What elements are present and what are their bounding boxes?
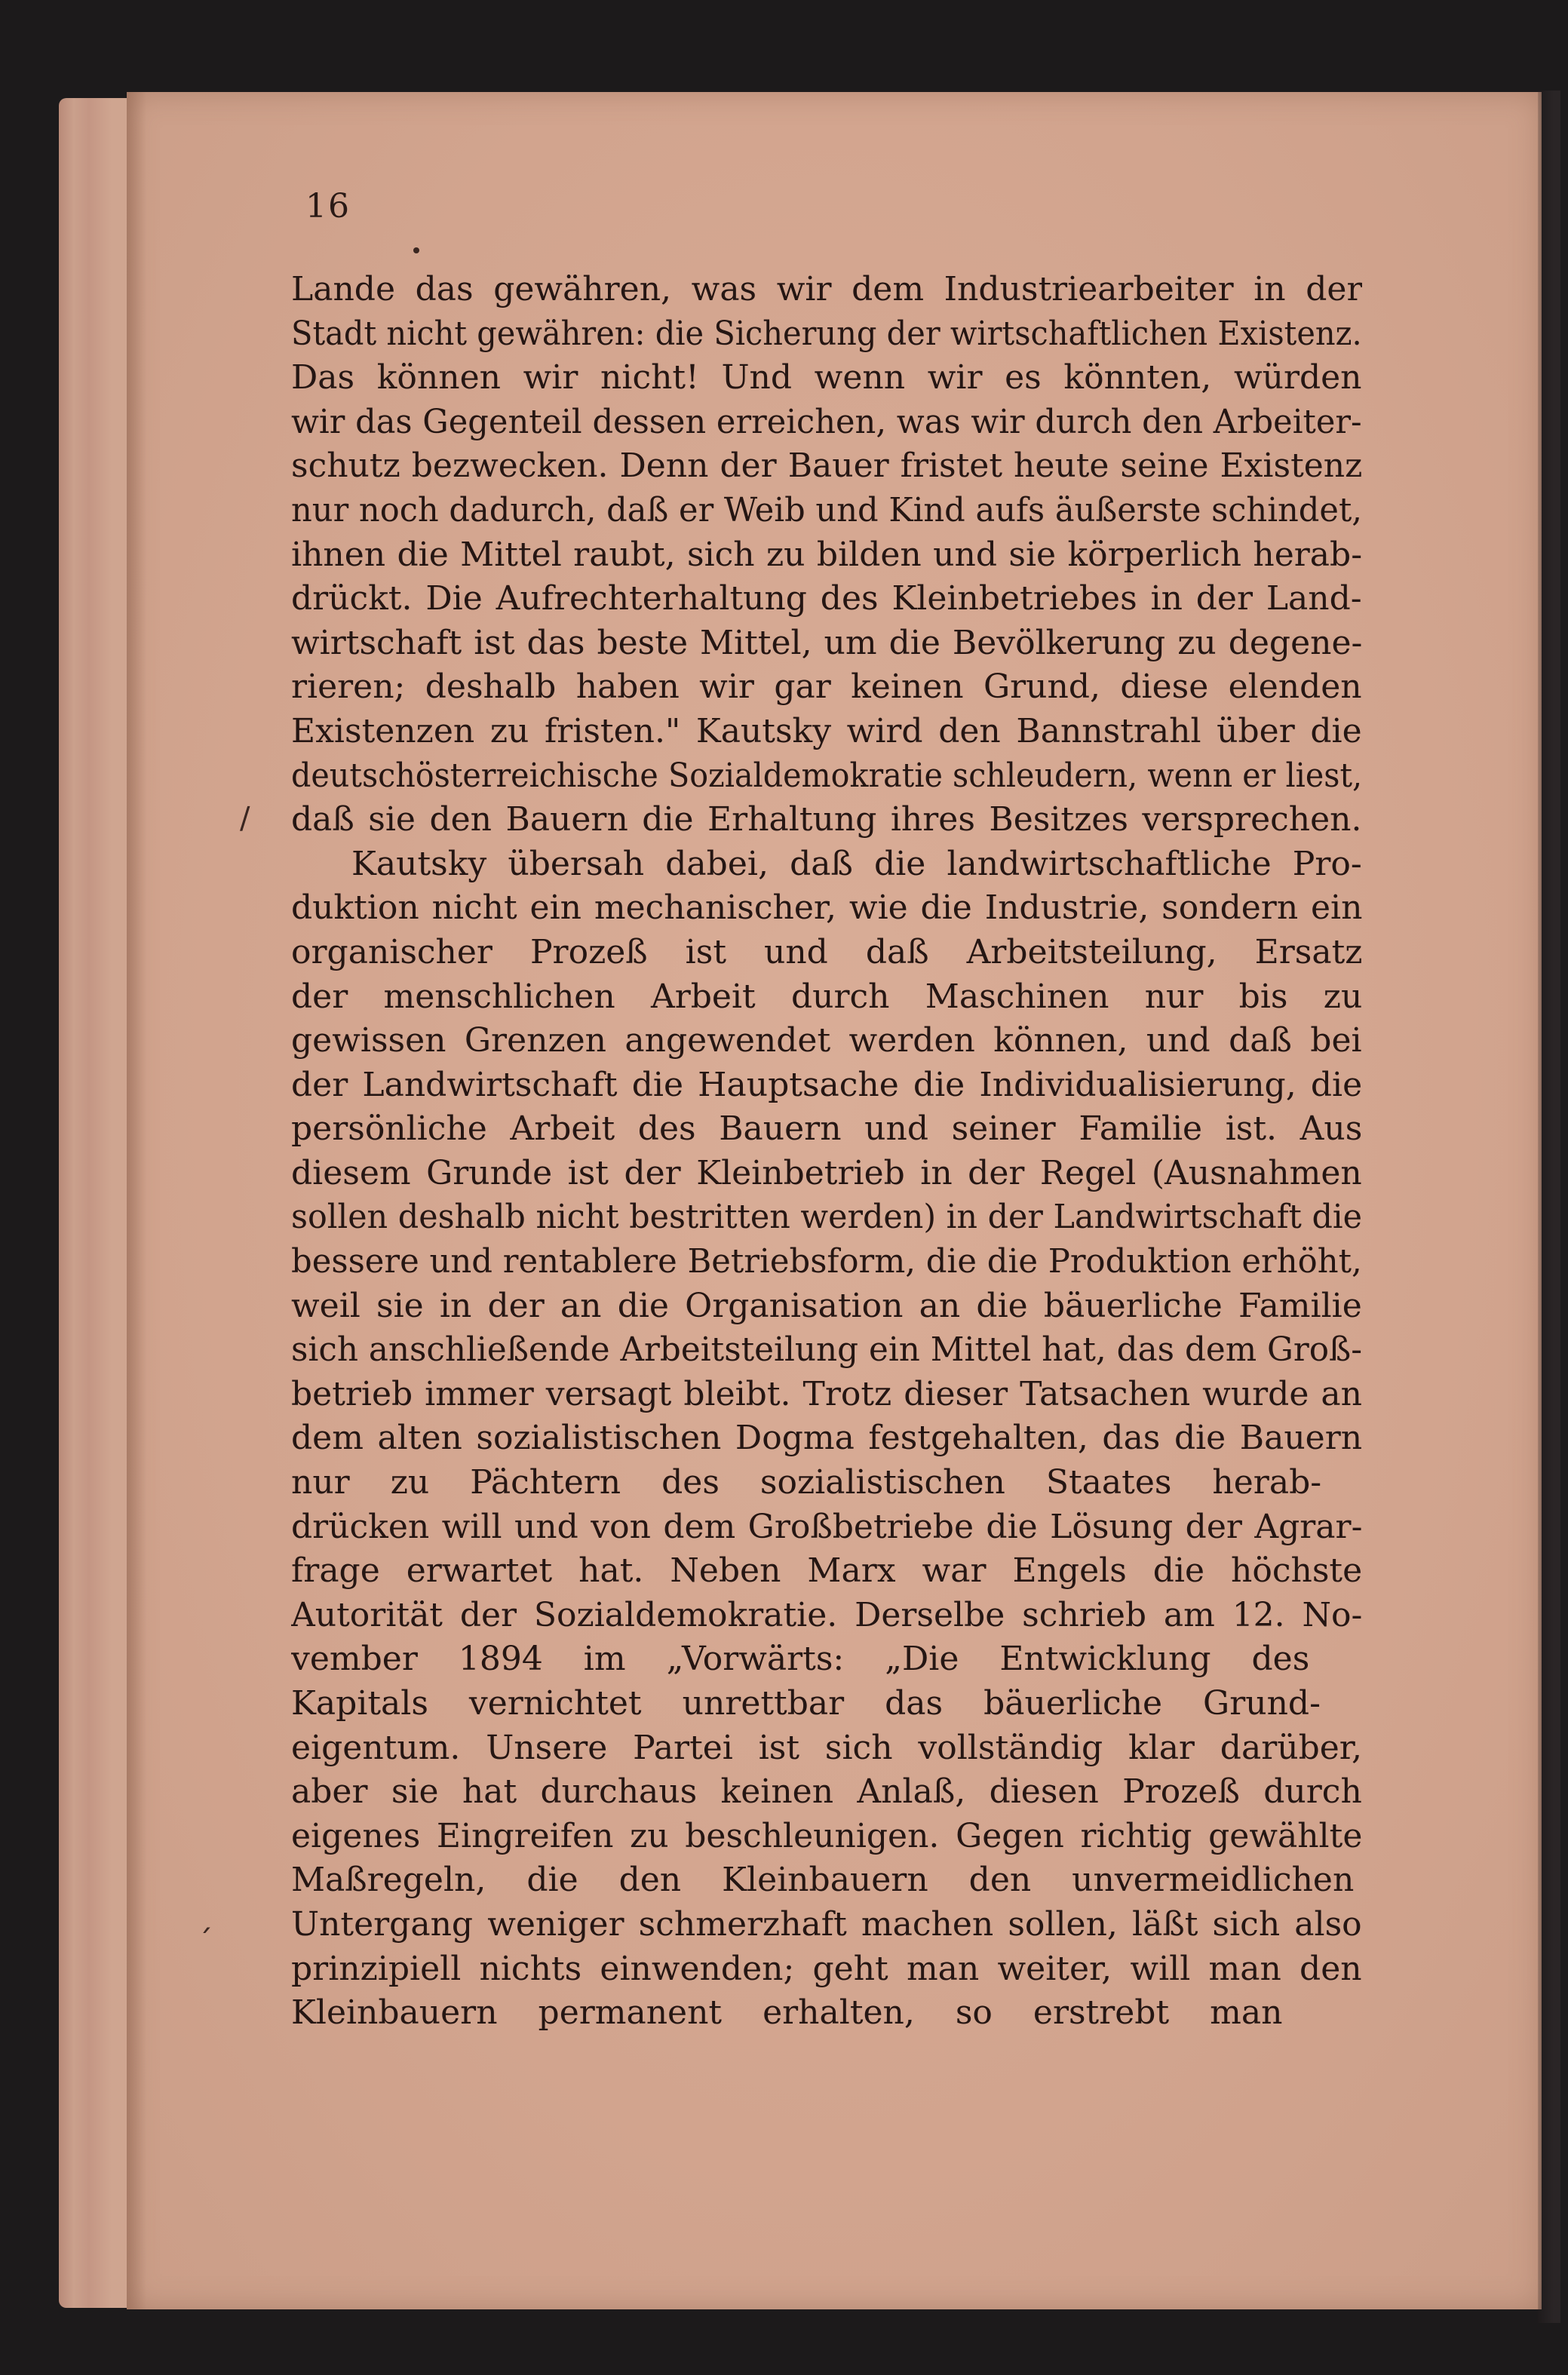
text-line: persönliche Arbeit des Bauern und seiner Familie ist. Aus [291,1109,1362,1149]
text-line: Lande das gewähren, was wir dem Industriearbeiter in der [291,270,1362,308]
book-cover-edge [1538,91,1560,2323]
text-line: Kleinbauern permanent erhalten, so erstrebt man [291,1993,1283,2033]
text-line: drücken will und von dem Großbetriebe die Lösung der Agrar- [291,1507,1362,1546]
text-line: bessere und rentablere Betriebsform, die die Produktion erhöht, [291,1242,1362,1281]
text-line: organischer Prozeß ist und daß Arbeitsteilung, Ersatz [291,932,1362,971]
text-line: der menschlichen Arbeit durch Maschinen nur bis zu [291,977,1362,1016]
margin-pencil-mark: ´ [198,1925,213,1959]
text-line: nur zu Pächtern des sozialistischen Staates herab- [291,1463,1322,1502]
text-line: wirtschaft ist das beste Mittel, um die Bevölkerung zu degene- [291,623,1362,662]
text-line: weil sie in der an die Organisation an die bäuerliche Familie [291,1286,1362,1325]
text-line: rieren; deshalb haben wir gar keinen Grund, diese elenden [291,667,1362,707]
text-line: sollen deshalb nicht bestritten werden) in der Landwirtschaft die [291,1198,1362,1237]
text-line: vember 1894 im „Vorwärts: „Die Entwicklung des [291,1640,1310,1679]
text-line: eigenes Eingreifen zu beschleunigen. Gegen richtig gewählte [291,1816,1362,1855]
text-line: dem alten sozialistischen Dogma festgehalten, das die Bauern [291,1419,1362,1458]
text-line: schutz bezwecken. Denn der Bauer fristet heute seine Existenz [291,446,1362,486]
text-line: sich anschließende Arbeitsteilung ein Mittel hat, das dem Groß- [291,1330,1362,1370]
text-line: gewissen Grenzen angewendet werden können, und daß bei [291,1021,1362,1060]
text-line: duktion nicht ein mechanischer, wie die Industrie, sondern ein [291,888,1362,928]
text-line: der Landwirtschaft die Hauptsache die Individualisierung, die [291,1065,1362,1104]
text-line: ihnen die Mittel raubt, sich zu bilden und sie körperlich herab- [291,535,1362,574]
text-line: diesem Grunde ist der Kleinbetrieb in der Regel (Ausnahmen [291,1153,1362,1192]
text-line: eigentum. Unsere Partei ist sich vollständig klar darüber, [291,1728,1362,1767]
text-line: Maßregeln, die den Kleinbauern den unvermeidlichen [291,1861,1355,1900]
text-line: Stadt nicht gewähren: die Sicherung der wirtschaftlichen Existenz. [291,314,1362,353]
text-line: daß sie den Bauern die Erhaltung ihres Besitzes versprechen. [291,800,1362,839]
text-line: Autorität der Sozialdemokratie. Derselbe schrieb am 12. No- [291,1595,1362,1634]
margin-pencil-mark: ∕ [240,801,250,836]
body-text [291,268,1362,2036]
text-line: nur noch dadurch, daß er Weib und Kind aufs äußerste schindet, [291,490,1362,529]
text-line: drückt. Die Aufrechterhaltung des Kleinbetriebes in der Land- [291,579,1362,618]
text-line: deutschösterreichische Sozialdemokratie schleudern, wenn er liest, [291,756,1362,795]
text-line: Untergang weniger schmerzhaft machen sollen, läßt sich also [291,1904,1362,1944]
ink-speck [413,247,419,253]
text-line: frage erwartet hat. Neben Marx war Engels die höchste [291,1551,1362,1591]
text-line: Existenzen zu fristen." Kautsky wird den Bannstrahl über die [291,711,1362,750]
text-line: Kapitals vernichtet unrettbar das bäuerliche Grund- [291,1684,1321,1723]
page-number: 16 [305,187,351,226]
page-gutter-shadow [127,92,146,2309]
text-line: prinzipiell nichts einwenden; geht man weiter, will man den [291,1949,1362,1988]
text-line: Kautsky übersah dabei, daß die landwirtschaftliche Pro- [351,844,1362,883]
text-line: wir das Gegenteil dessen erreichen, was wir durch den Arbeiter- [291,402,1362,441]
text-line: betrieb immer versagt bleibt. Trotz dieser Tatsachen wurde an [291,1374,1362,1413]
text-line: aber sie hat durchaus keinen Anlaß, diesen Prozeß durch [291,1772,1362,1812]
text-line: Das können wir nicht! Und wenn wir es könnten, würden [291,358,1362,397]
